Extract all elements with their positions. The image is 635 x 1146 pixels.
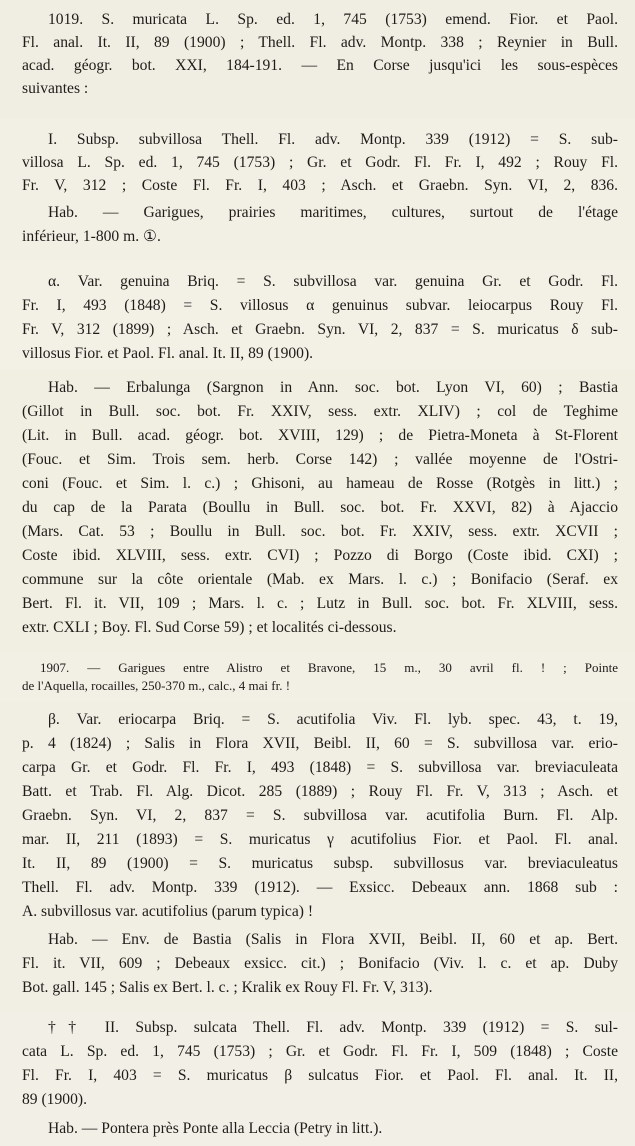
subvillosa-line1: I. Subsp. subvillosa Thell. Fl. adv. Montp. 339 (1912) = S. sub- (48, 131, 618, 148)
eriocarpa-line3: carpa Gr. et Godr. Fl. Fr. I, 493 (1848) = S. subvillosa var. breviaculeata (22, 759, 618, 776)
genuina-line1: α. Var. genuina Briq. = S. subvillosa var. genuina Gr. et Godr. Fl. (48, 273, 618, 290)
eriocarpa-habitat-line1: Hab. — Env. de Bastia (Salis in Flora XVII, Beibl. II, 60 et ap. Bert. (48, 931, 618, 948)
entry-1019-line1: 1019. S. muricata L. Sp. ed. 1, 745 (1753) emend. Fior. et Paol. (48, 11, 618, 28)
eriocarpa-line8: Thell. Fl. adv. Montp. 339 (1912). — Exsicc. Debeaux ann. 1868 sub : (22, 879, 618, 896)
eriocarpa-line2: p. 4 (1824) ; Salis in Flora XVII, Beibl. II, 60 = S. subvillosa var. erio- (22, 735, 618, 752)
genuina-habitat-line6: du cap de la Parata (Boullu in Bull. soc. bot. Fr. XXVI, 82) à Ajaccio (22, 499, 618, 516)
eriocarpa-line4: Batt. et Trab. Fl. Alg. Dicot. 285 (1889) ; Rouy Fl. Fr. V, 313 ; Asch. et (22, 783, 618, 800)
genuina-habitat-line1: Hab. — Erbalunga (Sargnon in Ann. soc. bot. Lyon VI, 60) ; Bastia (48, 379, 618, 396)
eriocarpa-habitat-line2: Fl. it. VII, 609 ; Debeaux exsicc. cit.) ; Bonifacio (Viv. l. c. et ap. Duby (22, 955, 618, 972)
genuina-habitat-line2: (Gillot in Bull. soc. bot. Fr. XXIV, sess. extr. XLIV) ; col de Teghime (22, 403, 618, 420)
genuina-habitat-line10: Bert. Fl. it. VII, 109 ; Mars. l. c. ; Lutz in Bull. soc. bot. Fr. XLVIII, sess. (22, 595, 618, 612)
eriocarpa-line5: Graebn. Syn. VI, 2, 837 = S. subvillosa var. acutifolia Burn. Fl. Alp. (22, 807, 618, 824)
genuina-observation-line1: 1907. — Garigues entre Alistro et Bravone, 15 m., 30 avril fl. ! ; Pointe (40, 660, 618, 675)
subvillosa-habitat-line1: Hab. — Garigues, prairies maritimes, cultures, surtout de l'étage (48, 204, 618, 221)
sulcata-line2: cata L. Sp. ed. 1, 745 (1753) ; Gr. et Godr. Fl. Fr. I, 509 (1848) ; Coste (22, 1043, 618, 1060)
entry-1019-line4: suivantes : (22, 80, 89, 97)
genuina-habitat-line4: (Fouc. et Sim. Trois sem. herb. Corse 142) ; vallée moyenne de l'Ostri- (22, 451, 618, 468)
sulcata-line4: 89 (1900). (22, 1091, 87, 1108)
subvillosa-line3: Fr. V, 312 ; Coste Fl. Fr. I, 403 ; Asch. et Graebn. Syn. VI, 2, 836. (22, 177, 618, 194)
sulcata-line3: Fl. Fr. I, 403 = S. muricatus β sulcatus Fior. et Paol. Fl. anal. It. II, (22, 1067, 618, 1084)
subvillosa-habitat-line2: inférieur, 1-800 m. ①. (22, 228, 161, 245)
eriocarpa-habitat-line3: Bot. gall. 145 ; Salis ex Bert. l. c. ; Kralik ex Rouy Fl. Fr. V, 313). (22, 979, 433, 996)
genuina-habitat-line5: coni (Fouc. et Sim. l. c.) ; Ghisoni, au hameau de Rosse (Rotgès in litt.) ; (22, 475, 618, 492)
sulcata-line1: †† II. Subsp. sulcata Thell. Fl. adv. Montp. 339 (1912) = S. sul- (48, 1019, 618, 1036)
entry-1019-line2: Fl. anal. It. II, 89 (1900) ; Thell. Fl. adv. Montp. 338 ; Reynier in Bull. (22, 34, 618, 51)
eriocarpa-line6: mar. II, 211 (1893) = S. muricatus γ acutifolius Fior. et Paol. Fl. anal. (22, 831, 618, 848)
genuina-line4: villosus Fior. et Paol. Fl. anal. It. II, 89 (1900). (22, 345, 314, 362)
genuina-observation-line2: de l'Aquella, rocailles, 250-370 m., calc., 4 mai fr. ! (22, 678, 291, 693)
subvillosa-line2: villosa L. Sp. ed. 1, 745 (1753) ; Gr. et Godr. Fl. Fr. I, 492 ; Rouy Fl. (22, 154, 618, 171)
eriocarpa-line9: A. subvillosus var. acutifolius (parum typica) ! (22, 903, 314, 920)
genuina-habitat-line9: commune sur la côte orientale (Mab. ex Mars. l. c.) ; Bonifacio (Seraf. ex (22, 571, 618, 588)
genuina-line2: Fr. I, 493 (1848) = S. villosus α genuinus subvar. leiocarpus Rouy Fl. (22, 297, 618, 314)
genuina-habitat-line11: extr. CXLI ; Boy. Fl. Sud Corse 59) ; et localités ci-dessous. (22, 619, 397, 636)
eriocarpa-line1: β. Var. eriocarpa Briq. = S. acutifolia Viv. Fl. lyb. spec. 43, t. 19, (48, 711, 618, 728)
genuina-habitat-line7: (Mars. Cat. 53 ; Boullu in Bull. soc. bot. Fr. XXIV, sess. extr. XCVII ; (22, 523, 618, 540)
eriocarpa-line7: It. II, 89 (1900) = S. muricatus subsp. subvillosus var. breviaculeatus (22, 855, 618, 872)
genuina-habitat-line3: (Lit. in Bull. acad. géogr. bot. XVIII, 129) ; de Pietra-Moneta à St-Florent (22, 427, 618, 444)
entry-1019-line3: acad. géogr. bot. XXI, 184-191. — En Corse jusqu'ici les sous-espèces (22, 57, 618, 74)
sulcata-habitat: Hab. — Pontera près Ponte alla Leccia (Petry in litt.). (48, 1120, 383, 1137)
genuina-line3: Fr. V, 312 (1899) ; Asch. et Graebn. Syn. VI, 2, 837 = S. muricatus δ sub- (22, 321, 618, 338)
genuina-habitat-line8: Coste ibid. XLVIII, sess. extr. CVI) ; Pozzo di Borgo (Coste ibid. CXI) ; (22, 547, 618, 564)
